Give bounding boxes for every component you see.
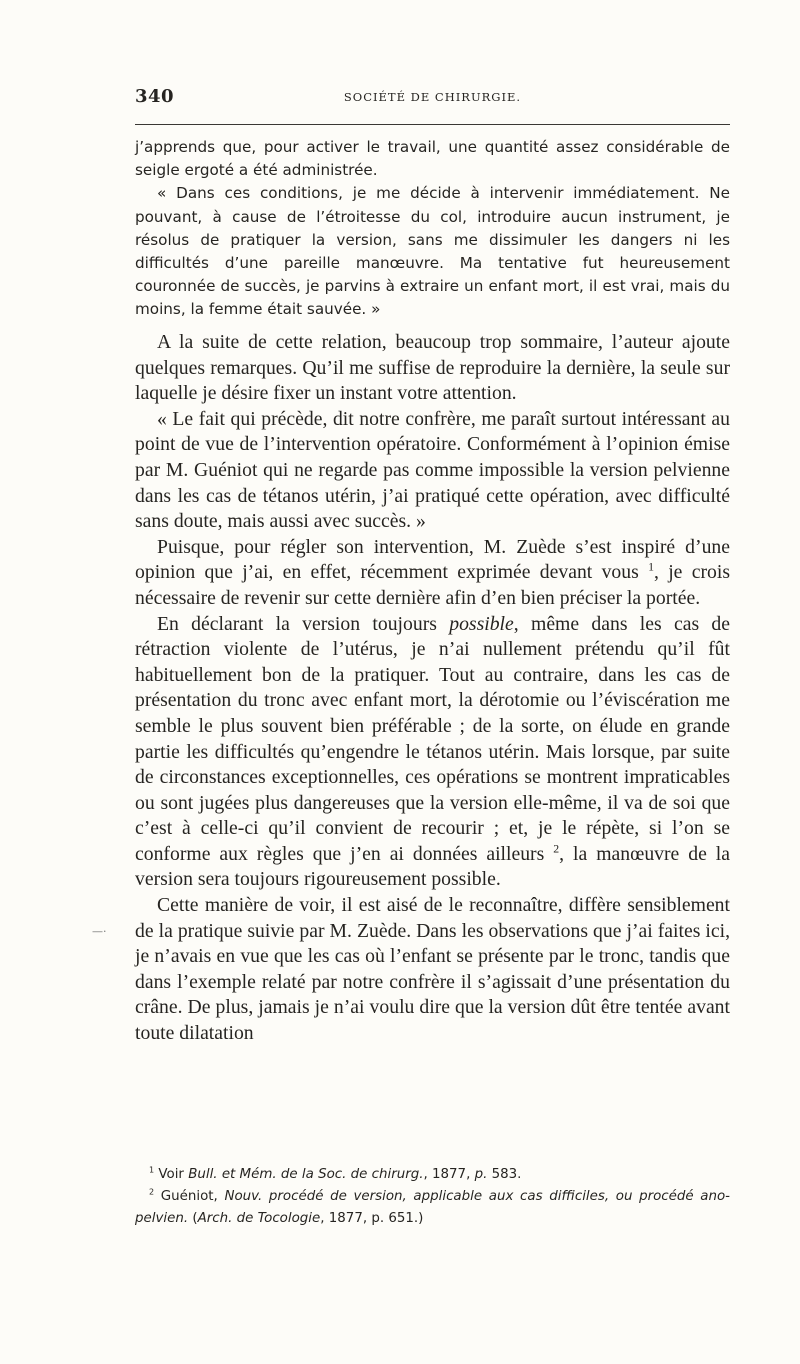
quote-paragraph: « Dans ces conditions, je me décide à intervenir immédiatement. Ne pouvant, à cause de l’étroitesse du col, introduire aucun instrument, je résolus de pratiquer la version, sans me dissimuler les dangers ni les difficultés d’une pareille manœuvre. Ma tentative fut heureusement couronnée de succès, je parvins à extraire un enfant mort, il est vrai, mais du moins, la femme était sauvée. » bbox=[135, 184, 730, 319]
body-paragraph bbox=[135, 535, 730, 612]
citation-title: Arch. de Tocologie bbox=[197, 1211, 321, 1226]
text-span: , 1877, bbox=[423, 1167, 475, 1182]
text-span: 583. bbox=[487, 1167, 522, 1182]
text-span: Puisque, pour régler son intervention, M. Zuède s’est inspiré d’une opinion que j’ai, en effet, récemment exprimée devant vous bbox=[135, 535, 730, 584]
text-span: , même dans les cas de rétraction violente de l’utérus, je n’ai nullement prétendu qu’il fût habituellement bon de la pratiquer. Tout au contraire, dans les cas de présentation du tronc avec enfant mort, la dérotomie ou l’éviscération me semble le plus souvent bien préférable ; de la sorte, on élude en grande partie les difficultés qu’engendre le tétanos utérin. Mais lorsque, par suite de circonstances exceptionnelles, ces opérations se montrent impraticables ou sont jugées plus dangereuses que la version elle-même, il va de soi que c’est à celle-ci qu’il convient de recourir ; et, je le répète, si l’on se conforme aux règles que j’en ai données ailleurs bbox=[135, 612, 730, 865]
emphasis: p. bbox=[474, 1167, 488, 1182]
main-text bbox=[135, 330, 730, 1047]
running-header bbox=[135, 86, 730, 110]
body-paragraph: A la suite de cette relation, beaucoup trop sommaire, l’auteur ajoute quelques remarques. Qu’il me suffise de reproduire la dernière, la seule sur laquelle je désire fixer un instant votre attention. bbox=[135, 331, 730, 405]
text-span: , 1877, p. 651.) bbox=[320, 1211, 424, 1226]
running-title: SOCIÉTÉ DE CHIRURGIE. bbox=[343, 90, 522, 104]
text-span: , je crois nécessaire de revenir sur cette dernière afin d’en bien préciser la portée. bbox=[135, 561, 730, 609]
footnote-mark: 1 bbox=[149, 1165, 155, 1175]
footnote bbox=[135, 1164, 730, 1186]
footnote-ref[interactable]: 2 bbox=[553, 841, 560, 856]
emphasis: possible bbox=[449, 612, 514, 635]
footnote bbox=[135, 1186, 730, 1230]
text-span: Guéniot, bbox=[160, 1189, 225, 1204]
quoted-passage bbox=[135, 136, 730, 322]
text-span: En déclarant la version toujours bbox=[157, 612, 450, 635]
citation-title: Nouv. procédé de version, applicable aux cas difficiles, ou procédé ano-pelvien. bbox=[135, 1189, 730, 1226]
text-span: Voir bbox=[158, 1167, 189, 1182]
footnotes bbox=[135, 1164, 730, 1230]
footnote-mark: 2 bbox=[149, 1187, 155, 1197]
margin-mark: —· bbox=[92, 925, 107, 938]
body-paragraph: Cette manière de voir, il est aisé de le reconnaître, diffère sensiblement de la pratique suivie par M. Zuède. Dans les observations que j’ai faites ici, je n’avais en vue que les cas où l’enfant se présente par le tronc, tandis que dans l’exemple relaté par notre confrère il s’agissait d’une présentation du crâne. De plus, jamais je n’ai voulu dire que la version dût être tentée avant toute dilatation bbox=[135, 894, 730, 1045]
body-paragraph bbox=[135, 612, 730, 894]
footnote-ref[interactable]: 1 bbox=[648, 559, 654, 574]
text-span: , la manœuvre de la version sera toujours rigoureusement possible. bbox=[135, 842, 731, 891]
page-number: 340 bbox=[135, 86, 175, 107]
citation-title: Bull. et Mém. de la Soc. de chirurg. bbox=[188, 1167, 424, 1182]
text-span: ( bbox=[188, 1211, 198, 1226]
header-rule bbox=[135, 124, 730, 125]
quote-paragraph: j’apprends que, pour activer le travail, une quantité assez considérable de seigle ergoté a été administrée. bbox=[135, 138, 730, 180]
body-paragraph: « Le fait qui précède, dit notre confrère, me paraît surtout intéressant au point de vue de l’intervention opératoire. Conformément à l’opinion émise par M. Guéniot qui ne regarde pas comme impossible la version pelvienne dans les cas de tétanos utérin, j’ai pratiqué cette opération, avec difficulté sans doute, mais aussi avec succès. » bbox=[135, 407, 730, 533]
